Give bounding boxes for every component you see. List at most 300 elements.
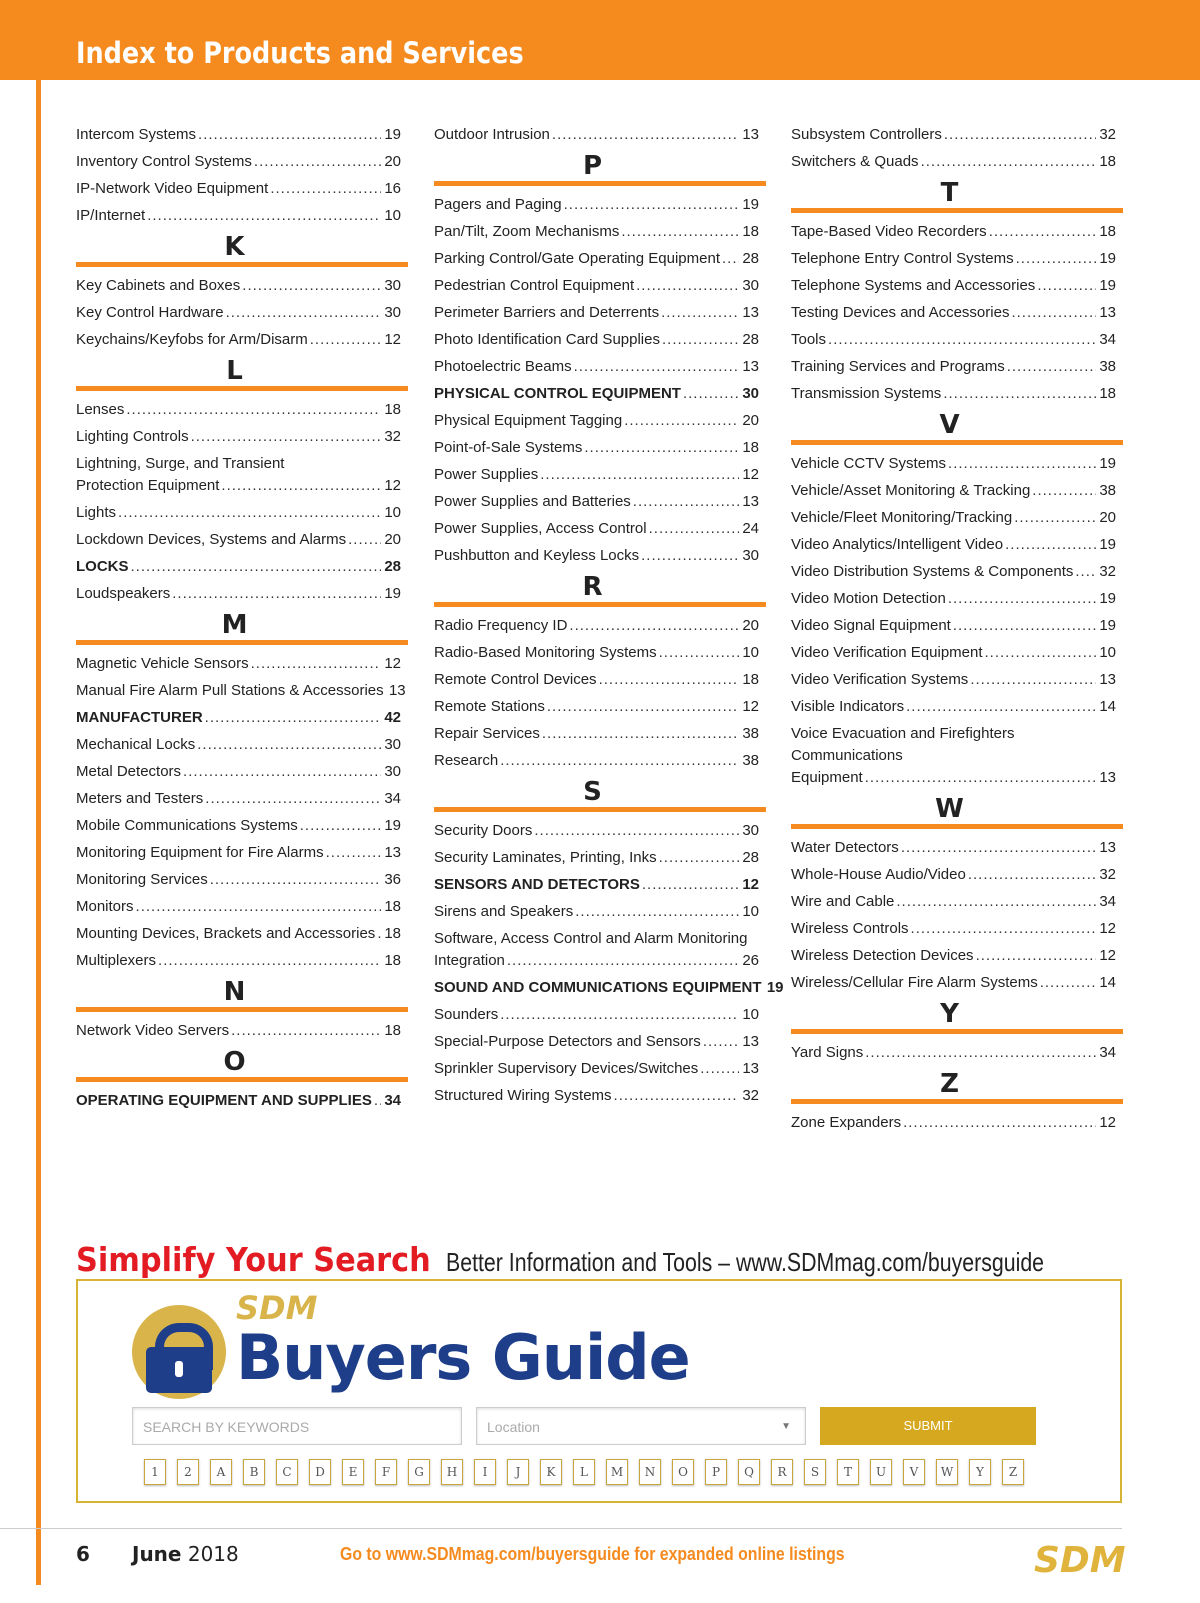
index-entry[interactable]: [791, 615, 1116, 637]
index-entry[interactable]: [76, 453, 401, 497]
section-rule: [434, 807, 766, 812]
entry-label: Video Verification Equipment: [791, 644, 983, 661]
entry-label: Loudspeakers: [76, 585, 171, 602]
alphabet-button[interactable]: B: [243, 1459, 265, 1485]
dot-leader: [1032, 480, 1096, 502]
entry-page: 10: [742, 644, 759, 661]
footer-link: Go to www.SDMmag.com/buyersguide for expanded online listings: [340, 1544, 845, 1564]
index-entry[interactable]: [791, 151, 1116, 173]
index-entry[interactable]: [76, 583, 401, 605]
entry-label: Keychains/Keyfobs for Arm/Disarm: [76, 331, 308, 348]
entry-page: 18: [384, 401, 401, 418]
index-entry[interactable]: [76, 151, 401, 173]
dot-leader: [534, 820, 739, 842]
entry-page: 32: [1099, 563, 1116, 580]
entry-label: Vehicle/Fleet Monitoring/Tracking: [791, 509, 1013, 526]
entry-label: IP/Internet: [76, 207, 146, 224]
entry-page: 18: [742, 671, 759, 688]
dot-leader: [636, 275, 739, 297]
dot-leader: [377, 923, 381, 945]
index-entry[interactable]: [791, 891, 1116, 913]
index-entry[interactable]: [791, 383, 1116, 405]
entry-page: 20: [384, 531, 401, 548]
dot-leader: [948, 588, 1096, 610]
entry-label: Pushbutton and Keyless Locks: [434, 547, 640, 564]
entry-label: Network Video Servers: [76, 1022, 230, 1039]
alphabet-button[interactable]: H: [441, 1459, 463, 1485]
index-entry[interactable]: [76, 653, 401, 675]
section-letter: N: [223, 977, 246, 1007]
entry-page: 38: [742, 752, 759, 769]
entry-label: Research: [434, 752, 499, 769]
entry-label: Physical Equipment Tagging: [434, 412, 623, 429]
alphabet-button[interactable]: T: [837, 1459, 859, 1485]
submit-button[interactable]: SUBMIT: [820, 1407, 1036, 1445]
alphabet-button[interactable]: P: [705, 1459, 727, 1485]
entry-label: Remote Control Devices: [434, 671, 597, 688]
dot-leader: [901, 837, 1096, 859]
entry-label: Repair Services: [434, 725, 540, 742]
entry-page: 13: [384, 844, 401, 861]
index-entry[interactable]: [434, 275, 759, 297]
entry-page: 18: [1099, 223, 1116, 240]
alphabet-button[interactable]: M: [606, 1459, 628, 1485]
index-entry[interactable]: [76, 178, 401, 200]
section-rule: [76, 1077, 408, 1082]
entry-label: Point-of-Sale Systems: [434, 439, 583, 456]
dot-leader: [865, 767, 1096, 789]
alphabet-button[interactable]: N: [639, 1459, 661, 1485]
dot-leader: [865, 1042, 1096, 1064]
dot-leader: [921, 151, 1096, 173]
index-entry[interactable]: [791, 696, 1116, 718]
alphabet-button[interactable]: O: [672, 1459, 694, 1485]
alphabet-button[interactable]: C: [276, 1459, 298, 1485]
entry-label: Security Doors: [434, 822, 533, 839]
entry-page: 19: [1099, 455, 1116, 472]
index-entry[interactable]: [791, 453, 1116, 475]
index-entry[interactable]: [791, 248, 1116, 270]
entry-label: Mounting Devices, Brackets and Accessories: [76, 925, 376, 942]
entry-label: Training Services and Programs: [791, 358, 1005, 375]
alphabet-button[interactable]: D: [309, 1459, 331, 1485]
entry-page: 19: [766, 979, 784, 996]
index-entry[interactable]: [791, 945, 1116, 967]
entry-page: 20: [742, 617, 759, 634]
entry-page: 34: [1099, 331, 1116, 348]
section-letter: L: [226, 356, 243, 386]
section-rule: [76, 386, 408, 391]
index-entry[interactable]: [791, 221, 1116, 243]
index-entry[interactable]: [76, 761, 401, 783]
entry-label: Key Cabinets and Boxes: [76, 277, 241, 294]
dot-leader: [953, 615, 1096, 637]
dot-leader: [641, 545, 739, 567]
entry-label: Testing Devices and Accessories: [791, 304, 1010, 321]
index-entry[interactable]: [76, 896, 401, 918]
entry-page: 38: [742, 725, 759, 742]
entry-label: Metal Detectors: [76, 763, 182, 780]
entry-page: 19: [384, 126, 401, 143]
entry-label: MANUFACTURER: [76, 709, 203, 726]
index-entry[interactable]: [434, 750, 759, 772]
index-entry[interactable]: [791, 124, 1116, 146]
index-entry[interactable]: [76, 502, 401, 524]
location-placeholder: Location: [487, 1419, 540, 1435]
entry-page: 13: [742, 304, 759, 321]
entry-label: Video Motion Detection: [791, 590, 946, 607]
index-entry[interactable]: [434, 124, 759, 146]
index-entry[interactable]: [434, 847, 759, 869]
entry-page: 13: [1099, 769, 1116, 786]
entry-label: Pan/Tilt, Zoom Mechanisms: [434, 223, 620, 240]
entry-label: Video Signal Equipment: [791, 617, 951, 634]
logo-buyers-guide: Buyers Guide: [236, 1321, 690, 1394]
index-entry[interactable]: [76, 815, 401, 837]
entry-page: 18: [1099, 385, 1116, 402]
index-column-1: [76, 120, 406, 1117]
index-entry[interactable]: [76, 869, 401, 891]
dot-leader: [906, 696, 1096, 718]
dot-leader: [1016, 248, 1096, 270]
dot-leader: [599, 669, 739, 691]
index-entry[interactable]: [791, 642, 1116, 664]
entry-label: Wire and Cable: [791, 893, 895, 910]
dot-leader: [703, 1031, 739, 1053]
index-entry[interactable]: [791, 507, 1116, 529]
index-entry[interactable]: [791, 1112, 1116, 1134]
alphabet-button[interactable]: A: [210, 1459, 232, 1485]
index-entry[interactable]: [76, 426, 401, 448]
index-entry[interactable]: [76, 842, 401, 864]
index-entry[interactable]: [76, 124, 401, 146]
entry-page: 30: [384, 277, 401, 294]
index-entry[interactable]: [76, 680, 406, 702]
entry-page: 32: [1099, 126, 1116, 143]
entry-line: [434, 950, 759, 972]
entry-label: Intercom Systems: [76, 126, 197, 143]
entry-page: 18: [384, 952, 401, 969]
alphabet-button[interactable]: F: [375, 1459, 397, 1485]
entry-label: Photo Identification Card Supplies: [434, 331, 660, 348]
index-entry[interactable]: [791, 329, 1116, 351]
index-entry[interactable]: [434, 977, 784, 999]
entry-label: Lenses: [76, 401, 125, 418]
entry-label: Wireless Controls: [791, 920, 909, 937]
entry-label: SENSORS AND DETECTORS: [434, 876, 640, 893]
index-entry[interactable]: [434, 518, 759, 540]
alphabet-button[interactable]: V: [903, 1459, 925, 1485]
dot-leader: [158, 950, 381, 972]
index-entry[interactable]: [76, 302, 401, 324]
index-entry[interactable]: [76, 1020, 401, 1042]
search-input[interactable]: SEARCH BY KEYWORDS: [132, 1407, 462, 1445]
entry-page: 13: [742, 358, 759, 375]
index-entry[interactable]: [76, 1090, 401, 1112]
dot-leader: [270, 178, 381, 200]
entry-label: Multiplexers: [76, 952, 157, 969]
alphabet-button[interactable]: G: [408, 1459, 430, 1485]
alphabet-button[interactable]: K: [540, 1459, 562, 1485]
index-entry[interactable]: [791, 864, 1116, 886]
dot-leader: [205, 788, 381, 810]
dot-leader: [500, 1004, 739, 1026]
alphabet-button[interactable]: L: [573, 1459, 595, 1485]
index-entry[interactable]: [434, 545, 759, 567]
alphabet-button[interactable]: S: [804, 1459, 826, 1485]
section-letter: P: [582, 151, 603, 181]
dot-leader: [911, 918, 1096, 940]
section-letter: M: [221, 610, 248, 640]
entry-page: 14: [1099, 698, 1116, 715]
entry-page: 12: [384, 331, 401, 348]
alphabet-nav: [144, 1459, 1035, 1485]
entry-page: 38: [1099, 482, 1116, 499]
entry-page: 19: [1099, 590, 1116, 607]
index-entry[interactable]: [791, 588, 1116, 610]
dot-leader: [662, 329, 739, 351]
entry-label: Software, Access Control and Alarm Monitoring: [434, 930, 748, 947]
entry-page: 19: [742, 196, 759, 213]
dot-leader: [136, 896, 381, 918]
index-entry[interactable]: [434, 642, 759, 664]
index-entry[interactable]: [434, 1031, 759, 1053]
entry-page: 13: [388, 682, 406, 699]
entry-page: 19: [1099, 617, 1116, 634]
dot-leader: [985, 642, 1096, 664]
dot-leader: [221, 475, 381, 497]
entry-label: Inventory Control Systems: [76, 153, 252, 170]
dot-leader: [210, 869, 381, 891]
dot-leader: [659, 847, 739, 869]
index-entry[interactable]: [434, 820, 759, 842]
dot-leader: [621, 221, 739, 243]
entry-label: OPERATING EQUIPMENT AND SUPPLIES: [76, 1092, 372, 1109]
entry-page: 36: [384, 871, 401, 888]
buyers-guide-panel: [76, 1279, 1122, 1503]
index-entry[interactable]: [434, 669, 759, 691]
index-entry[interactable]: [791, 1042, 1116, 1064]
entry-page: 34: [1099, 893, 1116, 910]
index-entry[interactable]: [76, 329, 401, 351]
dot-leader: [575, 901, 739, 923]
dot-leader: [564, 194, 739, 216]
index-entry[interactable]: [791, 561, 1116, 583]
entry-page: 19: [1099, 250, 1116, 267]
entry-page: 12: [742, 876, 759, 893]
entry-label: Video Analytics/Intelligent Video: [791, 536, 1004, 553]
dot-leader: [507, 950, 739, 972]
dot-leader: [1040, 972, 1096, 994]
entry-page: 18: [384, 898, 401, 915]
entry-label: Power Supplies: [434, 466, 539, 483]
index-entry[interactable]: [791, 275, 1116, 297]
index-entry[interactable]: [434, 874, 759, 896]
index-entry[interactable]: [791, 918, 1116, 940]
dot-leader: [231, 1020, 381, 1042]
entry-label: Radio Frequency ID: [434, 617, 568, 634]
index-entry[interactable]: [791, 534, 1116, 556]
alphabet-button[interactable]: Q: [738, 1459, 760, 1485]
entry-label: Parking Control/Gate Operating Equipment: [434, 250, 720, 267]
entry-page: 12: [742, 466, 759, 483]
dot-leader: [226, 302, 381, 324]
alphabet-button[interactable]: Y: [969, 1459, 991, 1485]
entry-page: 13: [1099, 671, 1116, 688]
dot-leader: [348, 529, 381, 551]
dot-leader: [683, 383, 739, 405]
index-entry[interactable]: [791, 356, 1116, 378]
index-entry[interactable]: [434, 723, 759, 745]
dot-leader: [661, 302, 739, 324]
index-column-3: [791, 120, 1116, 1139]
entry-label: Radio-Based Monitoring Systems: [434, 644, 657, 661]
entry-label: LOCKS: [76, 558, 129, 575]
entry-label: Outdoor Intrusion: [434, 126, 550, 143]
index-entry[interactable]: [791, 837, 1116, 859]
entry-label: Lockdown Devices, Systems and Alarms: [76, 531, 347, 548]
index-entry[interactable]: [791, 723, 1116, 789]
dot-leader: [614, 1085, 739, 1107]
dot-leader: [1014, 507, 1096, 529]
dot-leader: [500, 750, 739, 772]
entry-page: 10: [384, 504, 401, 521]
index-entry[interactable]: [434, 194, 759, 216]
entry-page: 19: [1099, 277, 1116, 294]
entry-label: Magnetic Vehicle Sensors: [76, 655, 249, 672]
index-entry[interactable]: [76, 734, 401, 756]
entry-page: 32: [1099, 866, 1116, 883]
dot-leader: [624, 410, 739, 432]
dot-leader: [242, 275, 381, 297]
dot-leader: [540, 464, 739, 486]
dot-leader: [547, 696, 739, 718]
entry-page: 30: [742, 385, 759, 402]
alphabet-button[interactable]: 2: [177, 1459, 199, 1485]
index-entry[interactable]: [434, 221, 759, 243]
dot-leader: [642, 874, 739, 896]
index-entry[interactable]: [434, 696, 759, 718]
section-rule: [76, 640, 408, 645]
entry-label: Key Control Hardware: [76, 304, 224, 321]
index-entry[interactable]: [434, 329, 759, 351]
alphabet-button[interactable]: Z: [1002, 1459, 1024, 1485]
entry-page: 30: [742, 277, 759, 294]
section-letter: K: [224, 232, 245, 262]
alphabet-button[interactable]: R: [771, 1459, 793, 1485]
entry-page: 18: [742, 439, 759, 456]
index-entry[interactable]: [434, 410, 759, 432]
index-entry[interactable]: [434, 901, 759, 923]
index-entry[interactable]: [434, 383, 759, 405]
dot-leader: [1075, 561, 1096, 583]
alphabet-button[interactable]: E: [342, 1459, 364, 1485]
dot-leader: [976, 945, 1096, 967]
index-entry[interactable]: [76, 556, 401, 578]
index-entry[interactable]: [434, 615, 759, 637]
index-entry[interactable]: [434, 1085, 759, 1107]
alphabet-button[interactable]: I: [474, 1459, 496, 1485]
index-entry[interactable]: [434, 437, 759, 459]
entry-label: Water Detectors: [791, 839, 899, 856]
index-column-2: [434, 120, 784, 1112]
dot-leader: [903, 1112, 1096, 1134]
entry-page: 13: [742, 1060, 759, 1077]
entry-page: 12: [1099, 947, 1116, 964]
entry-page: 18: [742, 223, 759, 240]
dot-leader: [205, 707, 381, 729]
entry-label: Pedestrian Control Equipment: [434, 277, 635, 294]
entry-page: 34: [384, 1092, 401, 1109]
entry-page: 10: [742, 903, 759, 920]
alphabet-button[interactable]: J: [507, 1459, 529, 1485]
index-entry[interactable]: [434, 491, 759, 513]
index-entry[interactable]: [434, 302, 759, 324]
left-accent-rule: [36, 80, 41, 1585]
dot-leader: [183, 761, 381, 783]
index-entry[interactable]: [76, 205, 401, 227]
index-entry[interactable]: [76, 399, 401, 421]
dot-leader: [722, 248, 739, 270]
index-entry[interactable]: [434, 1004, 759, 1026]
entry-page: 14: [1099, 974, 1116, 991]
dot-leader: [896, 891, 1096, 913]
entry-page: 30: [384, 304, 401, 321]
index-entry[interactable]: [76, 950, 401, 972]
index-entry[interactable]: [434, 464, 759, 486]
alphabet-button[interactable]: U: [870, 1459, 892, 1485]
entry-page: 13: [742, 126, 759, 143]
index-entry[interactable]: [791, 480, 1116, 502]
entry-label: Mechanical Locks: [76, 736, 196, 753]
index-entry[interactable]: [76, 788, 401, 810]
section-rule: [791, 1099, 1123, 1104]
entry-page: 16: [384, 180, 401, 197]
entry-page: 13: [742, 1033, 759, 1050]
entry-page: 10: [384, 207, 401, 224]
promo-banner: [76, 1240, 1175, 1279]
dot-leader: [943, 383, 1096, 405]
dot-leader: [251, 653, 381, 675]
dot-leader: [569, 615, 739, 637]
index-entry[interactable]: [434, 1058, 759, 1080]
index-entry[interactable]: [76, 529, 401, 551]
entry-page: 20: [1099, 509, 1116, 526]
index-entry[interactable]: [791, 669, 1116, 691]
index-entry[interactable]: [791, 972, 1116, 994]
index-entry[interactable]: [434, 356, 759, 378]
index-entry[interactable]: [76, 923, 401, 945]
entry-label: Monitors: [76, 898, 134, 915]
entry-page: 19: [384, 585, 401, 602]
footer-month: June: [132, 1542, 182, 1566]
entry-page: 24: [742, 520, 759, 537]
entry-page: 19: [384, 817, 401, 834]
index-entry[interactable]: [76, 275, 401, 297]
index-entry[interactable]: [434, 248, 759, 270]
location-select[interactable]: [476, 1407, 806, 1445]
index-entry[interactable]: [791, 302, 1116, 324]
dot-leader: [172, 583, 381, 605]
entry-label: Wireless Detection Devices: [791, 947, 974, 964]
alphabet-button[interactable]: W: [936, 1459, 958, 1485]
index-entry[interactable]: [434, 928, 759, 972]
index-entry[interactable]: [76, 707, 401, 729]
dot-leader: [584, 437, 739, 459]
entry-page: 18: [384, 925, 401, 942]
dot-leader: [310, 329, 381, 351]
alphabet-button[interactable]: 1: [144, 1459, 166, 1485]
